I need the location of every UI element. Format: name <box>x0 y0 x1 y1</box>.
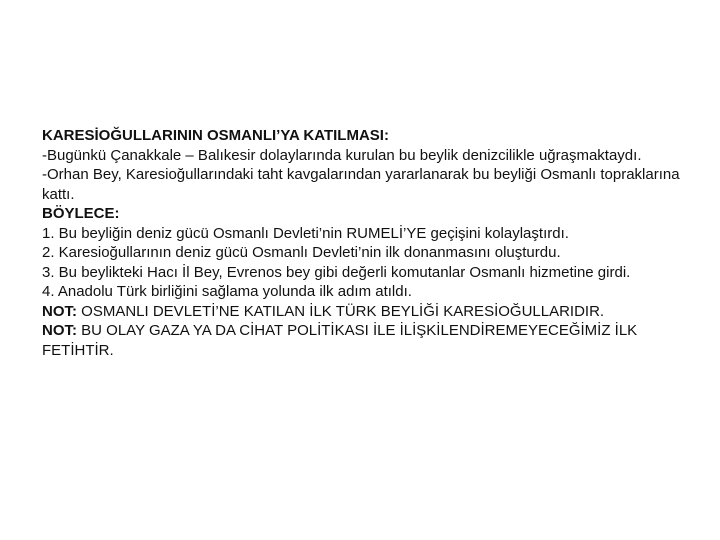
note-2-label: NOT: <box>42 322 77 339</box>
list-item-3: 3. Bu beylikteki Hacı İl Bey, Evrenos bey gibi değerli komutanlar Osmanlı hizmetine girdi. <box>42 263 631 281</box>
note-1 <box>42 302 682 322</box>
subheading: BÖYLECE: <box>42 205 120 222</box>
slide-content <box>42 126 682 360</box>
heading: KARESİOĞULLARININ OSMANLI’YA KATILMASI: <box>42 127 389 144</box>
note-1-text: OSMANLI DEVLETİ’NE KATILAN İLK TÜRK BEYLİĞİ KARESİOĞULLARIDIR. <box>77 302 605 320</box>
list-item-1: 1. Bu beyliğin deniz gücü Osmanlı Devleti’nin RUMELİ’YE geçişini kolaylaştırdı. <box>42 224 569 242</box>
paragraph-1: -Bugünkü Çanakkale – Balıkesir dolaylarında kurulan bu beylik denizcilikle uğraşmaktaydı. <box>42 146 642 164</box>
paragraph-2: -Orhan Bey, Karesioğullarındaki taht kavgalarından yararlanarak bu beyliği Osmanlı topraklarına kattı. <box>42 166 680 203</box>
note-2 <box>42 321 682 360</box>
list-item-2: 2. Karesioğullarının deniz gücü Osmanlı Devleti’nin ilk donanmasını oluşturdu. <box>42 244 561 261</box>
note-2-text: BU OLAY GAZA YA DA CİHAT POLİTİKASI İLE İLİŞKİLENDİREMEYECEĞİMİZ İLK FETİHTİR. <box>42 322 638 359</box>
note-1-label: NOT: <box>42 302 77 320</box>
list-item-4: 4. Anadolu Türk birliğini sağlama yolunda ilk adım atıldı. <box>42 283 412 300</box>
